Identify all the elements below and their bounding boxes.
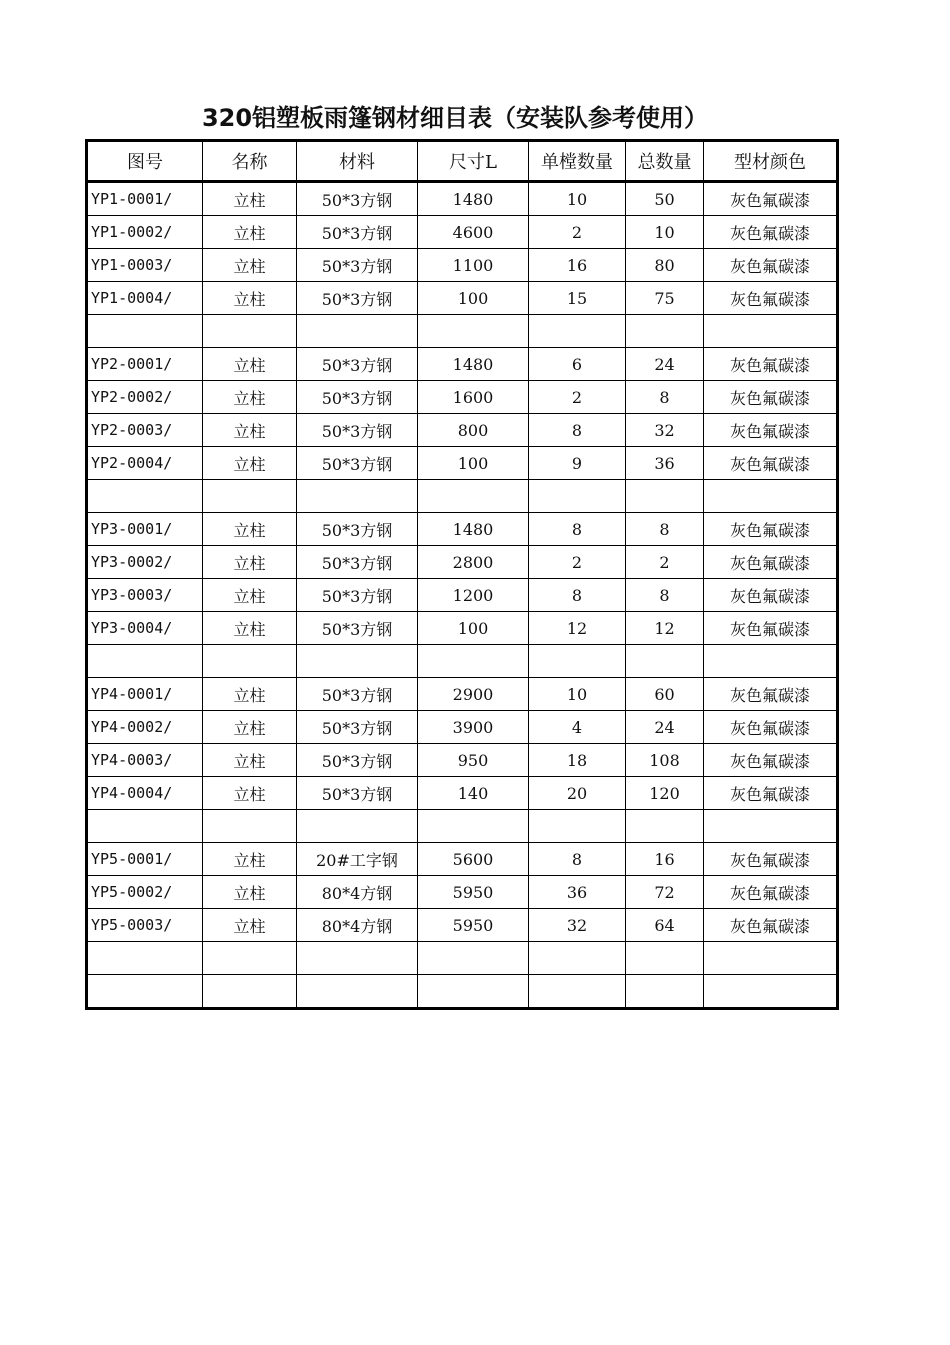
table-row — [87, 645, 838, 678]
cell-qty-each: 9 — [529, 447, 626, 480]
cell-qty-each: 8 — [529, 843, 626, 876]
cell-qty-total: 16 — [626, 843, 704, 876]
cell-name: 立柱 — [203, 513, 297, 546]
cell-qty-each: 18 — [529, 744, 626, 777]
cell-name: 立柱 — [203, 546, 297, 579]
cell-qty-total: 72 — [626, 876, 704, 909]
cell-length: 4600 — [418, 216, 529, 249]
cell-qty-each: 10 — [529, 678, 626, 711]
cell-name: 立柱 — [203, 579, 297, 612]
cell-material — [297, 645, 418, 678]
cell-qty-total — [626, 480, 704, 513]
cell-name — [203, 645, 297, 678]
cell-color: 灰色氟碳漆 — [704, 348, 838, 381]
cell-drawing-no: YP3-0002/ — [87, 546, 203, 579]
cell-name: 立柱 — [203, 182, 297, 216]
cell-color: 灰色氟碳漆 — [704, 579, 838, 612]
cell-color — [704, 942, 838, 975]
cell-drawing-no: YP2-0003/ — [87, 414, 203, 447]
cell-length — [418, 315, 529, 348]
cell-material: 50*3方钢 — [297, 381, 418, 414]
cell-length: 100 — [418, 447, 529, 480]
cell-material: 50*3方钢 — [297, 447, 418, 480]
cell-length: 1100 — [418, 249, 529, 282]
table-row — [87, 843, 838, 876]
header-length: 尺寸L — [418, 141, 529, 182]
cell-length: 5600 — [418, 843, 529, 876]
cell-material: 50*3方钢 — [297, 182, 418, 216]
cell-material — [297, 810, 418, 843]
cell-color — [704, 480, 838, 513]
cell-name: 立柱 — [203, 381, 297, 414]
cell-name — [203, 975, 297, 1009]
cell-name: 立柱 — [203, 282, 297, 315]
cell-color: 灰色氟碳漆 — [704, 216, 838, 249]
cell-drawing-no: YP1-0002/ — [87, 216, 203, 249]
cell-drawing-no: YP5-0002/ — [87, 876, 203, 909]
cell-length: 5950 — [418, 876, 529, 909]
header-row — [87, 141, 838, 182]
header-material: 材料 — [297, 141, 418, 182]
cell-length: 2900 — [418, 678, 529, 711]
cell-material: 50*3方钢 — [297, 414, 418, 447]
cell-qty-each: 2 — [529, 546, 626, 579]
cell-length: 1600 — [418, 381, 529, 414]
table-row — [87, 282, 838, 315]
table-row — [87, 975, 838, 1009]
cell-qty-total: 2 — [626, 546, 704, 579]
cell-name: 立柱 — [203, 678, 297, 711]
table-row — [87, 612, 838, 645]
cell-drawing-no — [87, 315, 203, 348]
table-row — [87, 546, 838, 579]
cell-qty-total: 75 — [626, 282, 704, 315]
cell-drawing-no — [87, 810, 203, 843]
cell-qty-each: 8 — [529, 513, 626, 546]
cell-qty-total: 36 — [626, 447, 704, 480]
cell-name: 立柱 — [203, 843, 297, 876]
cell-qty-total: 12 — [626, 612, 704, 645]
cell-color — [704, 810, 838, 843]
cell-material: 20#工字钢 — [297, 843, 418, 876]
cell-name: 立柱 — [203, 348, 297, 381]
cell-drawing-no: YP5-0001/ — [87, 843, 203, 876]
table-row — [87, 182, 838, 216]
table-row — [87, 579, 838, 612]
cell-color: 灰色氟碳漆 — [704, 843, 838, 876]
cell-name: 立柱 — [203, 612, 297, 645]
cell-length — [418, 942, 529, 975]
cell-length: 1480 — [418, 348, 529, 381]
cell-color: 灰色氟碳漆 — [704, 744, 838, 777]
table-row — [87, 348, 838, 381]
cell-qty-each — [529, 315, 626, 348]
cell-length — [418, 810, 529, 843]
cell-material: 50*3方钢 — [297, 546, 418, 579]
cell-qty-total — [626, 810, 704, 843]
table-row — [87, 711, 838, 744]
cell-color: 灰色氟碳漆 — [704, 447, 838, 480]
cell-name — [203, 315, 297, 348]
cell-qty-each: 6 — [529, 348, 626, 381]
header-qty-each: 单樘数量 — [529, 141, 626, 182]
cell-qty-each: 8 — [529, 579, 626, 612]
table-row — [87, 249, 838, 282]
cell-material: 50*3方钢 — [297, 513, 418, 546]
cell-color: 灰色氟碳漆 — [704, 777, 838, 810]
cell-material: 50*3方钢 — [297, 579, 418, 612]
cell-length: 1480 — [418, 513, 529, 546]
cell-material: 80*4方钢 — [297, 876, 418, 909]
cell-material: 80*4方钢 — [297, 909, 418, 942]
cell-color: 灰色氟碳漆 — [704, 381, 838, 414]
cell-name: 立柱 — [203, 744, 297, 777]
header-qty-total: 总数量 — [626, 141, 704, 182]
cell-qty-total: 80 — [626, 249, 704, 282]
table-row — [87, 876, 838, 909]
cell-name: 立柱 — [203, 909, 297, 942]
table-row — [87, 942, 838, 975]
cell-qty-total — [626, 975, 704, 1009]
cell-material: 50*3方钢 — [297, 282, 418, 315]
cell-color: 灰色氟碳漆 — [704, 909, 838, 942]
cell-drawing-no: YP4-0001/ — [87, 678, 203, 711]
table-row — [87, 513, 838, 546]
cell-qty-each — [529, 480, 626, 513]
cell-length: 140 — [418, 777, 529, 810]
cell-qty-each: 16 — [529, 249, 626, 282]
cell-length: 1200 — [418, 579, 529, 612]
cell-length: 100 — [418, 282, 529, 315]
cell-qty-each: 4 — [529, 711, 626, 744]
cell-length: 2800 — [418, 546, 529, 579]
cell-qty-total: 24 — [626, 348, 704, 381]
table-row — [87, 315, 838, 348]
cell-length — [418, 975, 529, 1009]
cell-color: 灰色氟碳漆 — [704, 711, 838, 744]
cell-name: 立柱 — [203, 876, 297, 909]
cell-length — [418, 645, 529, 678]
cell-drawing-no: YP4-0003/ — [87, 744, 203, 777]
cell-name: 立柱 — [203, 711, 297, 744]
cell-material: 50*3方钢 — [297, 249, 418, 282]
cell-qty-total — [626, 645, 704, 678]
cell-qty-each: 10 — [529, 182, 626, 216]
cell-qty-each: 36 — [529, 876, 626, 909]
cell-drawing-no: YP3-0001/ — [87, 513, 203, 546]
cell-name: 立柱 — [203, 777, 297, 810]
cell-name: 立柱 — [203, 447, 297, 480]
table-row — [87, 909, 838, 942]
steel-schedule-table — [85, 139, 839, 1010]
cell-qty-total: 120 — [626, 777, 704, 810]
cell-color — [704, 315, 838, 348]
cell-color: 灰色氟碳漆 — [704, 182, 838, 216]
cell-length: 5950 — [418, 909, 529, 942]
cell-drawing-no: YP2-0001/ — [87, 348, 203, 381]
table-row — [87, 678, 838, 711]
cell-qty-total: 64 — [626, 909, 704, 942]
cell-length: 800 — [418, 414, 529, 447]
header-color: 型材颜色 — [704, 141, 838, 182]
cell-qty-total: 60 — [626, 678, 704, 711]
cell-drawing-no — [87, 645, 203, 678]
cell-name — [203, 942, 297, 975]
cell-drawing-no: YP2-0002/ — [87, 381, 203, 414]
cell-color: 灰色氟碳漆 — [704, 612, 838, 645]
table-row — [87, 777, 838, 810]
cell-drawing-no: YP3-0003/ — [87, 579, 203, 612]
cell-length: 950 — [418, 744, 529, 777]
cell-length: 100 — [418, 612, 529, 645]
table-row — [87, 216, 838, 249]
cell-length — [418, 480, 529, 513]
cell-drawing-no: YP2-0004/ — [87, 447, 203, 480]
document-title: 320铝塑板雨篷钢材细目表（安装队参考使用） — [201, 104, 709, 132]
cell-material: 50*3方钢 — [297, 612, 418, 645]
table-row — [87, 480, 838, 513]
cell-color — [704, 975, 838, 1009]
table-row — [87, 381, 838, 414]
cell-qty-total: 8 — [626, 513, 704, 546]
cell-color: 灰色氟碳漆 — [704, 249, 838, 282]
cell-qty-each: 32 — [529, 909, 626, 942]
cell-qty-each: 2 — [529, 216, 626, 249]
cell-material: 50*3方钢 — [297, 348, 418, 381]
cell-qty-total: 8 — [626, 381, 704, 414]
cell-qty-each: 20 — [529, 777, 626, 810]
cell-drawing-no: YP3-0004/ — [87, 612, 203, 645]
table-row — [87, 744, 838, 777]
cell-length: 3900 — [418, 711, 529, 744]
table-row — [87, 447, 838, 480]
cell-color — [704, 645, 838, 678]
cell-drawing-no: YP4-0004/ — [87, 777, 203, 810]
table-row — [87, 414, 838, 447]
cell-qty-each: 8 — [529, 414, 626, 447]
cell-color: 灰色氟碳漆 — [704, 513, 838, 546]
cell-material — [297, 480, 418, 513]
cell-drawing-no — [87, 480, 203, 513]
cell-material: 50*3方钢 — [297, 711, 418, 744]
header-drawing-no: 图号 — [87, 141, 203, 182]
cell-drawing-no — [87, 942, 203, 975]
cell-qty-each — [529, 645, 626, 678]
cell-qty-total — [626, 942, 704, 975]
cell-drawing-no — [87, 975, 203, 1009]
cell-color: 灰色氟碳漆 — [704, 546, 838, 579]
cell-name: 立柱 — [203, 414, 297, 447]
cell-qty-each: 2 — [529, 381, 626, 414]
cell-qty-total: 108 — [626, 744, 704, 777]
cell-material — [297, 942, 418, 975]
cell-material: 50*3方钢 — [297, 744, 418, 777]
cell-qty-each — [529, 942, 626, 975]
cell-qty-each: 12 — [529, 612, 626, 645]
cell-qty-total — [626, 315, 704, 348]
cell-drawing-no: YP1-0004/ — [87, 282, 203, 315]
cell-qty-total: 10 — [626, 216, 704, 249]
cell-qty-each — [529, 975, 626, 1009]
cell-qty-each: 15 — [529, 282, 626, 315]
cell-qty-total: 32 — [626, 414, 704, 447]
header-name: 名称 — [203, 141, 297, 182]
cell-length: 1480 — [418, 182, 529, 216]
cell-name — [203, 480, 297, 513]
cell-qty-total: 50 — [626, 182, 704, 216]
cell-name: 立柱 — [203, 216, 297, 249]
cell-color: 灰色氟碳漆 — [704, 876, 838, 909]
cell-drawing-no: YP4-0002/ — [87, 711, 203, 744]
cell-qty-each — [529, 810, 626, 843]
cell-color: 灰色氟碳漆 — [704, 678, 838, 711]
cell-material — [297, 315, 418, 348]
cell-qty-total: 8 — [626, 579, 704, 612]
cell-name — [203, 810, 297, 843]
cell-material: 50*3方钢 — [297, 777, 418, 810]
table-row — [87, 810, 838, 843]
cell-color: 灰色氟碳漆 — [704, 282, 838, 315]
cell-drawing-no: YP5-0003/ — [87, 909, 203, 942]
cell-color: 灰色氟碳漆 — [704, 414, 838, 447]
cell-material: 50*3方钢 — [297, 678, 418, 711]
cell-name: 立柱 — [203, 249, 297, 282]
cell-material — [297, 975, 418, 1009]
cell-drawing-no: YP1-0003/ — [87, 249, 203, 282]
cell-qty-total: 24 — [626, 711, 704, 744]
cell-drawing-no: YP1-0001/ — [87, 182, 203, 216]
cell-material: 50*3方钢 — [297, 216, 418, 249]
